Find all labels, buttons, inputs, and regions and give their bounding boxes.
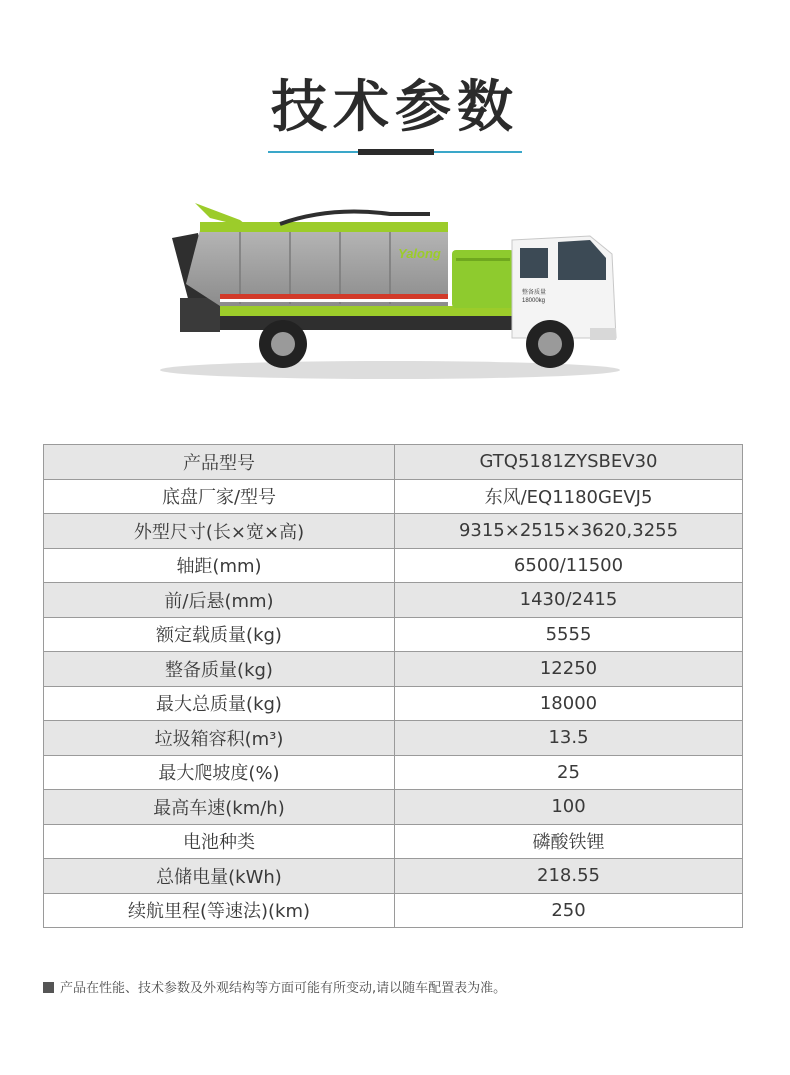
table-row xyxy=(44,790,743,825)
table-row xyxy=(44,479,743,514)
table-row xyxy=(44,548,743,583)
front-wheel xyxy=(526,320,574,368)
spec-label: 续航里程(等速法)(km) xyxy=(44,893,395,928)
table-row xyxy=(44,755,743,790)
table-row xyxy=(44,859,743,894)
spec-value: 5555 xyxy=(395,617,743,652)
rear-wheel xyxy=(259,320,307,368)
spec-value: GTQ5181ZYSBEV30 xyxy=(395,445,743,480)
spec-value: 东风/EQ1180GEVJ5 xyxy=(395,479,743,514)
footnote xyxy=(43,977,506,996)
spec-label: 前/后悬(mm) xyxy=(44,583,395,618)
table-row xyxy=(44,824,743,859)
spec-label: 总储电量(kWh) xyxy=(44,859,395,894)
table-row xyxy=(44,445,743,480)
spec-label: 产品型号 xyxy=(44,445,395,480)
spec-value: 9315×2515×3620,3255 xyxy=(395,514,743,549)
footnote-text: 产品在性能、技术参数及外观结构等方面可能有所变动,请以随车配置表为准。 xyxy=(60,981,507,996)
spec-value: 13.5 xyxy=(395,721,743,756)
spec-label: 外型尺寸(长×宽×高) xyxy=(44,514,395,549)
spec-value: 1430/2415 xyxy=(395,583,743,618)
spec-label: 轴距(mm) xyxy=(44,548,395,583)
spec-label: 最大爬坡度(%) xyxy=(44,755,395,790)
page-title: 技术参数 xyxy=(271,75,519,140)
door-text-2: 18000kg xyxy=(522,298,546,304)
spec-label: 整备质量(kg) xyxy=(44,652,395,687)
spec-label: 电池种类 xyxy=(44,824,395,859)
table-row xyxy=(44,686,743,721)
spec-value: 250 xyxy=(395,893,743,928)
table-row xyxy=(44,652,743,687)
spec-value: 6500/11500 xyxy=(395,548,743,583)
truck-image xyxy=(150,188,630,388)
spec-value: 磷酸铁锂 xyxy=(395,824,743,859)
square-bullet-icon xyxy=(43,982,54,993)
spec-value: 218.55 xyxy=(395,859,743,894)
title-underline-accent xyxy=(358,149,434,155)
table-row xyxy=(44,893,743,928)
brand-logo: Yalong xyxy=(398,246,441,261)
spec-label: 最高车速(km/h) xyxy=(44,790,395,825)
table-row xyxy=(44,617,743,652)
spec-label: 额定载质量(kg) xyxy=(44,617,395,652)
spec-value: 25 xyxy=(395,755,743,790)
spec-value: 12250 xyxy=(395,652,743,687)
spec-label: 最大总质量(kg) xyxy=(44,686,395,721)
spec-value: 18000 xyxy=(395,686,743,721)
table-row xyxy=(44,583,743,618)
spec-label: 垃圾箱容积(m³) xyxy=(44,721,395,756)
spec-value: 100 xyxy=(395,790,743,825)
spec-label: 底盘厂家/型号 xyxy=(44,479,395,514)
door-text-1: 整备质量 xyxy=(522,290,547,296)
table-row xyxy=(44,514,743,549)
table-row xyxy=(44,721,743,756)
spec-table xyxy=(43,444,743,928)
